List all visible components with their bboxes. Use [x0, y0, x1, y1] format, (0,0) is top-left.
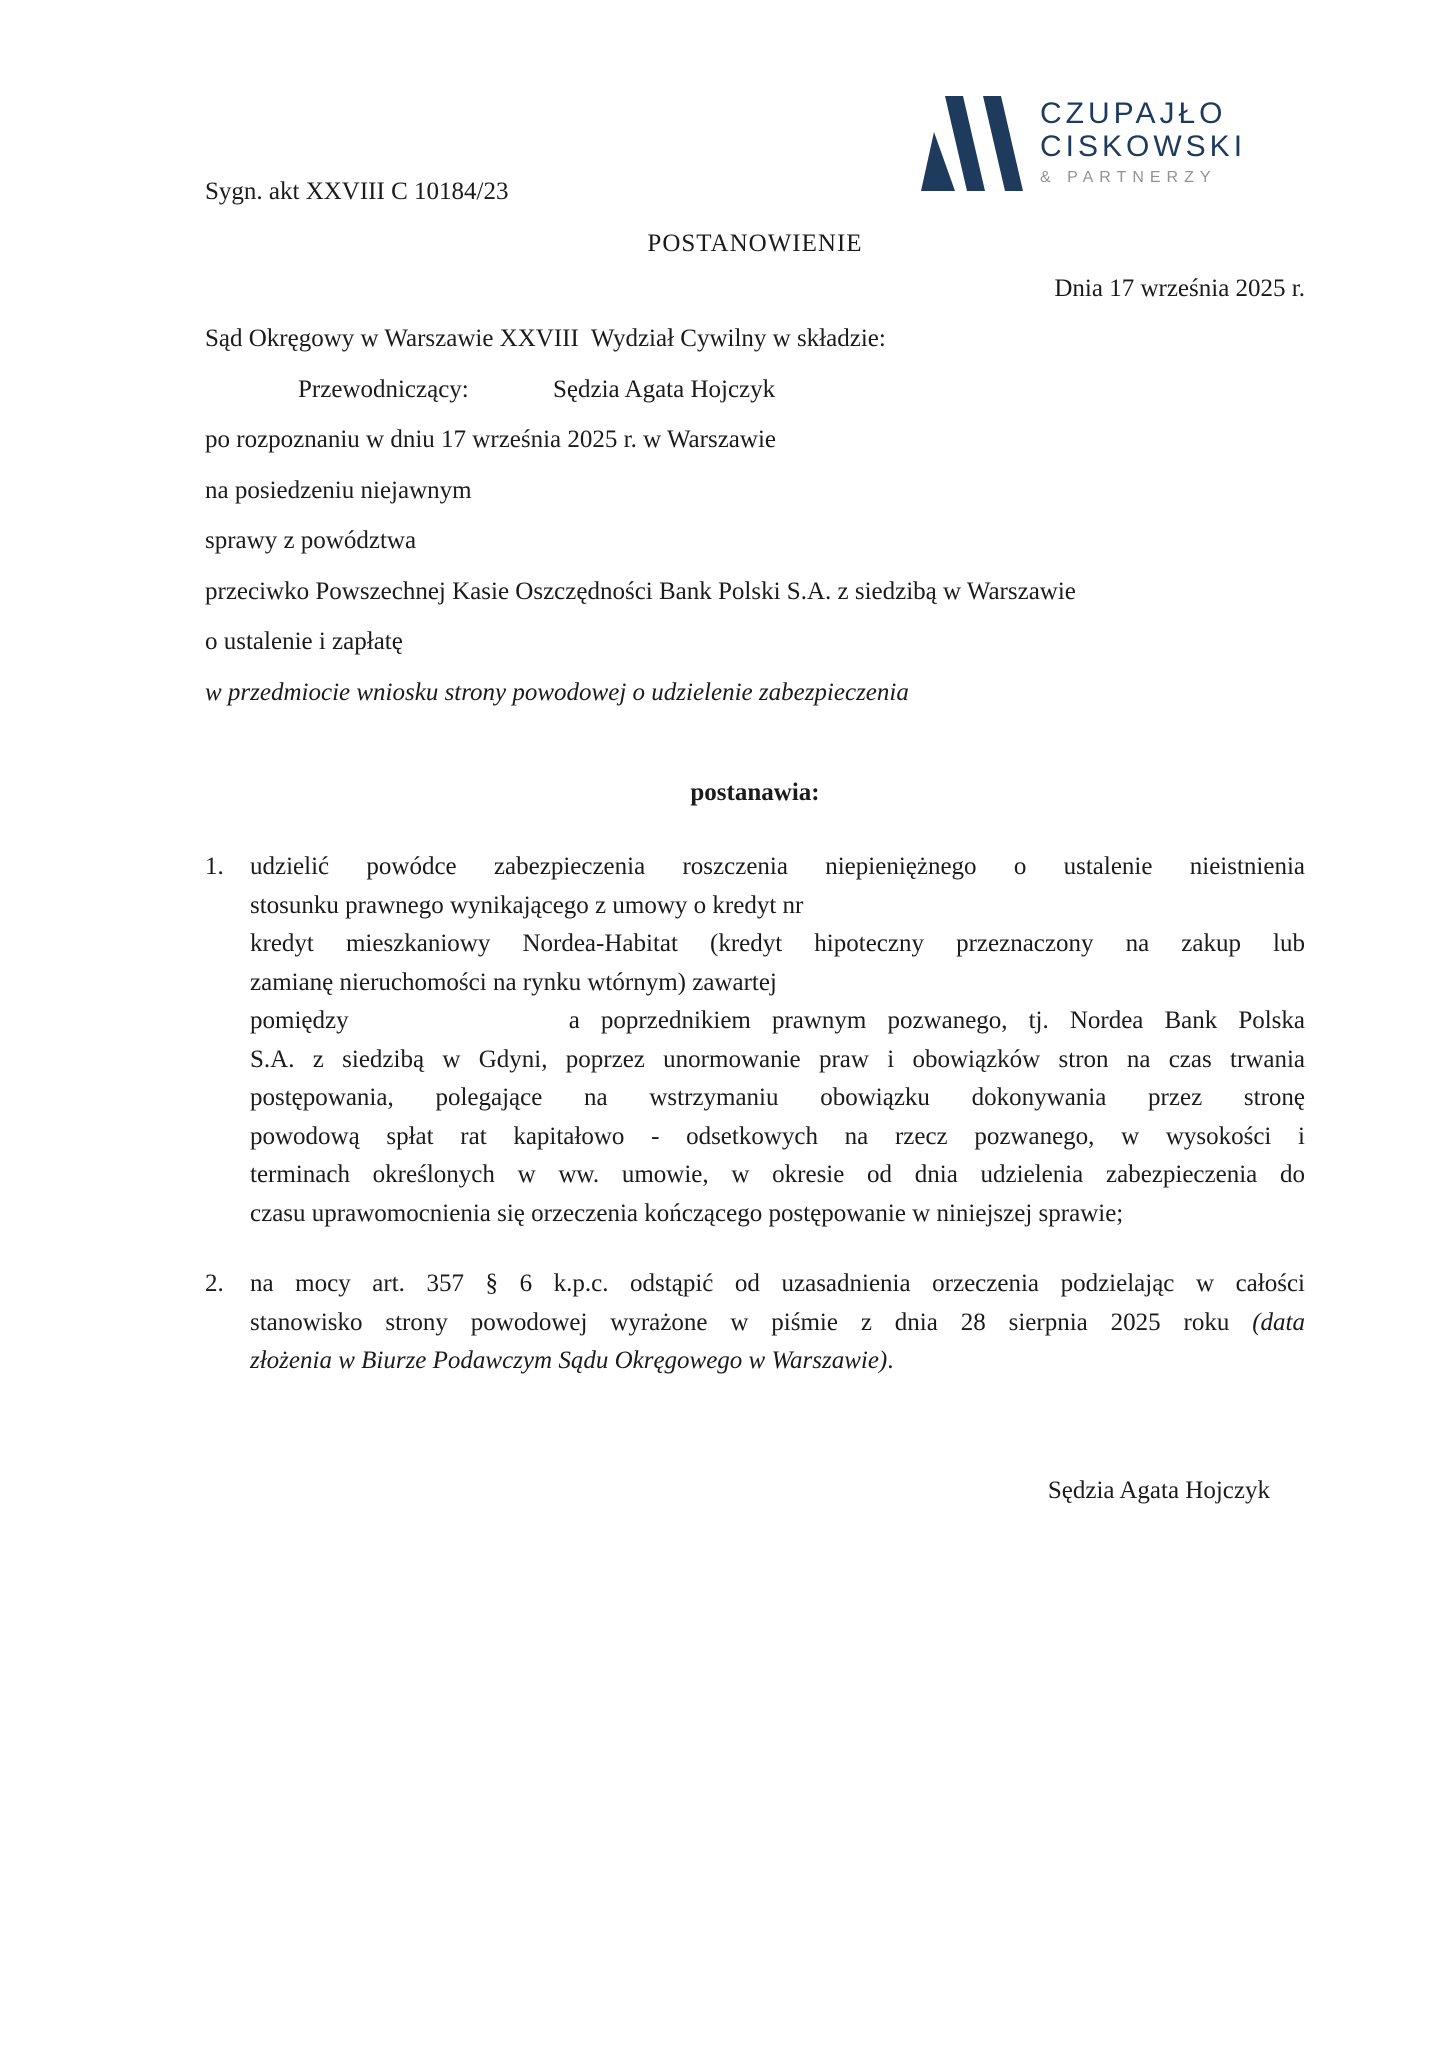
case-origin-line: sprawy z powództwa [205, 527, 417, 554]
order-line-part-italic: (data [1252, 1308, 1306, 1336]
order-line: na mocy art. 357 § 6 k.p.c. odstąpić od uzasadnienia orzeczenia podzielając w całości [250, 1270, 1305, 1297]
logo-name-line2: CISKOWSKI [1040, 130, 1247, 163]
order-line: terminach określonych w ww. umowie, w okresie od dnia udzielenia zabezpieczenia do [250, 1161, 1305, 1188]
order-line-last [250, 1342, 1305, 1381]
order-line-mixed-style [250, 1304, 1305, 1343]
presiding-judge-label: Przewodniczący: [298, 375, 469, 403]
session-type-line: na posiedzeniu niejawnym [205, 476, 472, 504]
claim-type-line: o ustalenie i zapłatę [205, 628, 403, 655]
court-composition-line: Sąd Okręgowy w Warszawie XXVIII Wydział Cywilny w składzie: [205, 325, 886, 352]
order-line-part: pomiędzy [250, 1007, 349, 1034]
decision-heading: postanawia: [690, 779, 820, 806]
case-number: Sygn. akt XXVIII C 10184/23 [205, 178, 509, 205]
order-line-with-redaction [250, 1002, 1305, 1041]
order-item-1-body [250, 848, 1305, 1233]
order-line-part: . [887, 1347, 894, 1374]
logo-partners-label: & PARTNERZY [1040, 169, 1217, 186]
examination-date-line: po rozpoznaniu w dniu 17 września 2025 r. w Warszawie [205, 426, 776, 453]
order-line-last: czasu uprawomocnienia się orzeczenia kończącego postępowanie w niniejszej sprawie; [250, 1199, 1124, 1227]
order-line: S.A. z siedzibą w Gdyni, poprzez unormowanie praw i obowiązków stron na czas trwania [250, 1045, 1305, 1073]
order-line-part: stanowisko strony powodowej wyrażone w piśmie z dnia 28 sierpnia 2025 roku [250, 1308, 1230, 1336]
order-item-2-number: 2. [205, 1270, 224, 1297]
order-line: kredyt mieszkaniowy Nordea-Habitat (kredyt hipoteczny przeznaczony na zakup lub [250, 930, 1305, 957]
redaction-gap [370, 1027, 548, 1028]
document-title: POSTANOWIENIE [647, 230, 863, 257]
order-item-2 [205, 1265, 1305, 1381]
presiding-judge-line [205, 365, 1313, 416]
order-item-1-number: 1. [205, 853, 224, 880]
law-firm-logo [913, 96, 1246, 193]
order-line-part-italic: złożenia w Biurze Podawczym Sądu Okręgowego w Warszawie) [250, 1347, 888, 1374]
order-line-part: a poprzednikiem prawnym pozwanego, tj. Nordea Bank Polska [568, 1007, 1305, 1034]
order-line: powodową spłat rat kapitałowo - odsetkowych na rzecz pozwanego, w wysokości i [250, 1122, 1305, 1150]
defendant-line: przeciwko Powszechnej Kasie Oszczędności Bank Polski S.A. z siedzibą w Warszawie [205, 577, 1076, 605]
order-line: postępowania, polegające na wstrzymaniu obowiązku dokonywania przez stronę [250, 1084, 1305, 1111]
law-firm-logo-text [1040, 96, 1246, 193]
presiding-judge-name: Sędzia Agata Hojczyk [553, 375, 776, 403]
judge-signature: Sędzia Agata Hojczyk [1047, 1477, 1270, 1504]
law-firm-logo-icon [913, 96, 1023, 193]
order-item-2-body [250, 1265, 1305, 1381]
court-intro-block [205, 314, 1313, 718]
order-line: udzielić powódce zabezpieczenia roszczenia niepieniężnego o ustalenie nieistnienia [250, 853, 1305, 880]
motion-subject-line: w przedmiocie wniosku strony powodowej o udzielenie zabezpieczenia [205, 678, 909, 706]
order-item-1 [205, 848, 1305, 1233]
document-date: Dnia 17 września 2025 r. [1054, 275, 1305, 302]
order-line-redacted-end: stosunku prawnego wynikającego z umowy o kredyt nr [250, 891, 804, 919]
logo-name-line1: CZUPAJŁO [1040, 97, 1227, 130]
order-line-redacted-end: zamianę nieruchomości na rynku wtórnym) zawartej [250, 968, 777, 996]
